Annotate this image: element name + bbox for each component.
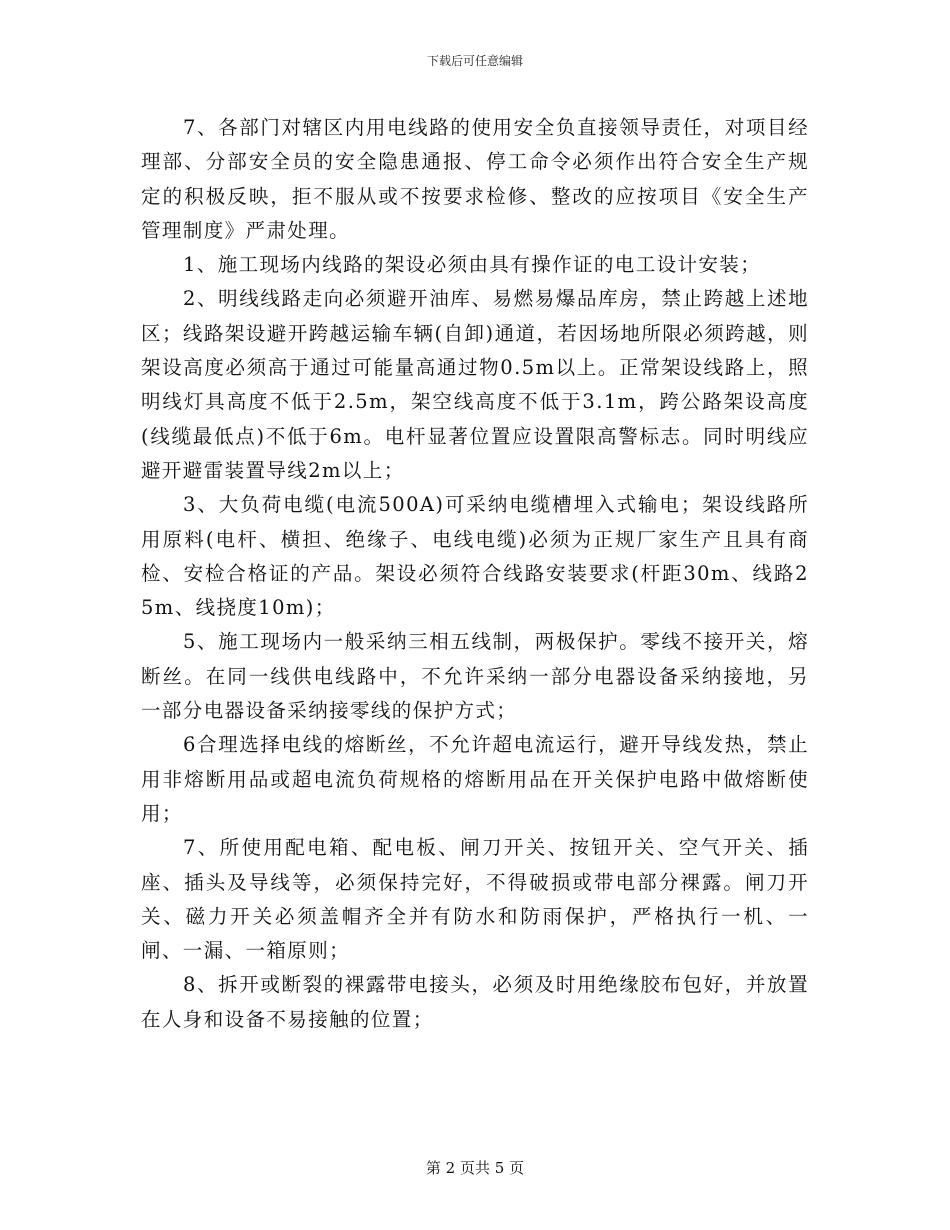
- paragraph-item-7-responsibility: 7、各部门对辖区内用电线路的使用安全负直接领导责任，对项目经理部、分部安全员的安全隐患通报、停工命令必须作出符合安全生产规定的积极反映，拒不服从或不按要求检修、整改的应按项目《安全生产管理制度》严肃处理。: [141, 116, 809, 242]
- paragraph-item-5-wiring-system: 5、施工现场内一般采纳三相五线制，两极保护。零线不接开关，熔断丝。在同一线供电线路中，不允许采纳一部分电器设备采纳接地，另一部分电器设备采纳接零线的保护方式；: [141, 630, 809, 723]
- paragraph-item-3-cables: 3、大负荷电缆(电流500A)可采纳电缆槽埋入式输电；架设线路所用原料(电杆、横担、绝缘子、电线电缆)必须为正规厂家生产且具有商检、安检合格证的产品。架设必须符合线路安装要求(杆距30m、线路25m、线挠度10m)；: [141, 493, 809, 620]
- page-number: 第 2 页共 5 页: [425, 1159, 525, 1177]
- paragraph-item-7-equipment: 7、所使用配电箱、配电板、闸刀开关、按钮开关、空气开关、插座、插头及导线等，必须保持完好，不得破损或带电部分裸露。闸刀开关、磁力开关必须盖帽齐全并有防水和防雨保护，严格执行一机、一闸、一漏、一箱原则；: [141, 836, 809, 963]
- document-body: [141, 111, 809, 1037]
- paragraph-item-2-routing: 2、明线线路走向必须避开油库、易燃易爆品库房，禁止跨越上述地区；线路架设避开跨越运输车辆(自卸)通道，若因场地所限必须跨越，则架设高度必须高于通过可能量高通过物0.5m以上。正常架设线路上，照明线灯具高度不低于2.5m，架空线高度不低于3.1m，跨公路架设高度(线缆最低点)不低于6m。电杆显著位置应设置限高警标志。同时明线应避开避雷装置导线2m以上；: [141, 287, 809, 482]
- paragraph-item-6-fuses: 6合理选择电线的熔断丝，不允许超电流运行，避开导线发热，禁止用非熔断用品或超电流负荷规格的熔断用品在开关保护电路中做熔断使用；: [141, 733, 809, 825]
- paragraph-item-8-exposed-joints: 8、拆开或断裂的裸露带电接头，必须及时用绝缘胶布包好，并放置在人身和设备不易接触的位置；: [141, 973, 809, 1031]
- paragraph-item-1-installation: 1、施工现场内线路的架设必须由具有操作证的电工设计安装；: [183, 253, 762, 277]
- page-header: 下载后可任意编辑: [426, 54, 523, 68]
